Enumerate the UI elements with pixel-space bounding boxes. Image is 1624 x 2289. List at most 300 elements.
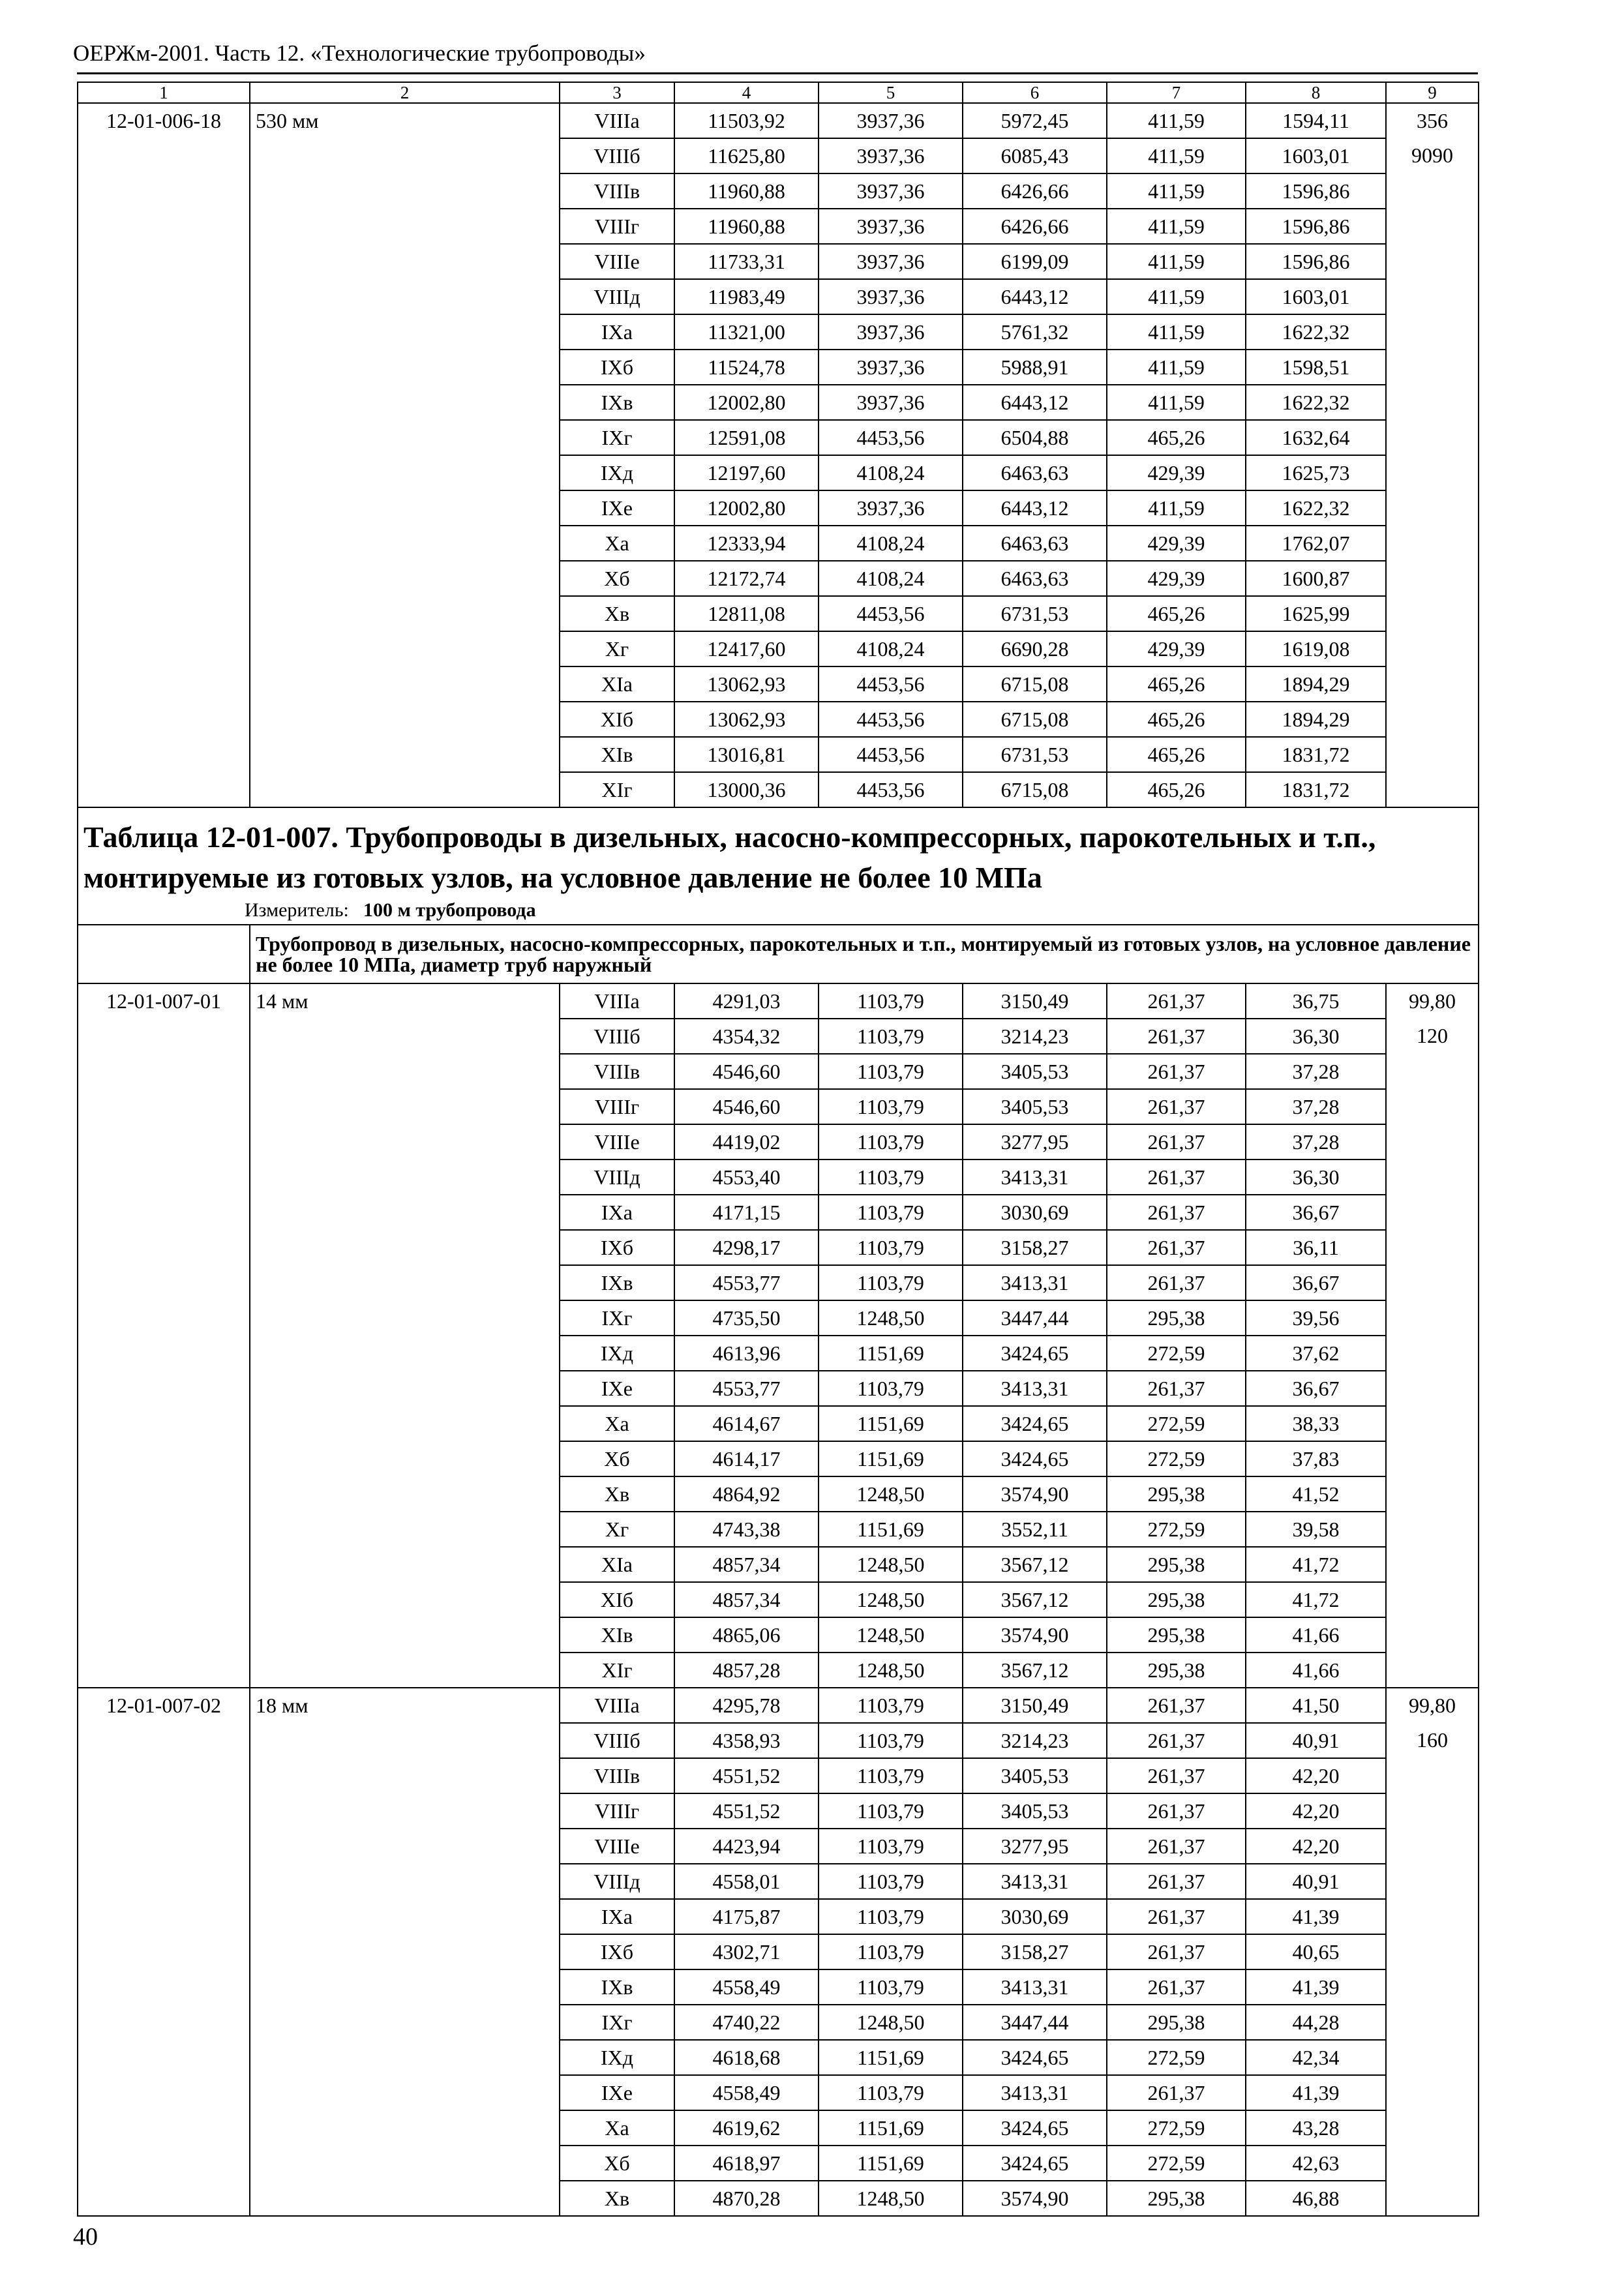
material-cost-cell: 41,39: [1246, 1899, 1386, 1934]
measure-row: [83, 898, 1471, 923]
operator-wage-cell: 429,39: [1107, 455, 1246, 490]
labor-cost-cell: 1248,50: [819, 1582, 963, 1617]
labor-cost-cell: 1151,69: [819, 2040, 963, 2075]
total-cost-cell: 4171,15: [674, 1195, 819, 1230]
labor-cost-cell: 1151,69: [819, 1512, 963, 1547]
machine-cost-cell: 3413,31: [963, 2075, 1107, 2110]
zone-cell: Xа: [560, 1406, 674, 1441]
material-cost-cell: 1600,87: [1246, 561, 1386, 596]
material-cost-cell: 42,34: [1246, 2040, 1386, 2075]
material-cost-cell: 1596,86: [1246, 209, 1386, 244]
labor-cost-value: 99,80: [1409, 1694, 1456, 1717]
machine-cost-cell: 3405,53: [963, 1758, 1107, 1793]
operator-wage-cell: 295,38: [1107, 1617, 1246, 1653]
total-cost-cell: 11524,78: [674, 350, 819, 385]
labor-costs-cell: [1386, 103, 1479, 807]
machine-cost-cell: 3214,23: [963, 1723, 1107, 1758]
zone-cell: VIIIб: [560, 138, 674, 173]
pipe-diameter: 18 мм: [250, 1688, 560, 2216]
material-cost-cell: 37,28: [1246, 1054, 1386, 1089]
labor-cost-cell: 4453,56: [819, 737, 963, 772]
material-cost-cell: 40,65: [1246, 1934, 1386, 1969]
labor-cost-cell: 4108,24: [819, 631, 963, 666]
total-cost-cell: 4857,34: [674, 1547, 819, 1582]
machine-cost-cell: 3413,31: [963, 1371, 1107, 1406]
document-header: ОЕРЖм-2001. Часть 12. «Технологические трубопроводы»: [73, 40, 646, 66]
labor-cost-cell: 3937,36: [819, 103, 963, 138]
material-cost-cell: 36,30: [1246, 1159, 1386, 1195]
machine-cost-cell: 3574,90: [963, 1476, 1107, 1512]
zone-cell: XIг: [560, 1653, 674, 1688]
total-cost-cell: 4614,17: [674, 1441, 819, 1476]
zone-cell: Xб: [560, 1441, 674, 1476]
machine-cost-cell: 6715,08: [963, 666, 1107, 702]
table-heading: [78, 807, 1479, 925]
column-number: 7: [1107, 82, 1246, 103]
machine-cost-cell: 6463,63: [963, 455, 1107, 490]
zone-cell: IXг: [560, 1300, 674, 1336]
material-cost-cell: 37,62: [1246, 1336, 1386, 1371]
zone-cell: VIIIа: [560, 1688, 674, 1723]
rate-code: 12-01-006-18: [78, 103, 250, 807]
labor-cost-cell: 3937,36: [819, 279, 963, 314]
labor-cost-cell: 1103,79: [819, 1054, 963, 1089]
labor-cost-cell: 1248,50: [819, 2181, 963, 2216]
total-cost-cell: 4553,40: [674, 1159, 819, 1195]
material-cost-cell: 41,72: [1246, 1582, 1386, 1617]
total-cost-cell: 4743,38: [674, 1512, 819, 1547]
zone-cell: VIIIг: [560, 209, 674, 244]
operator-wage-cell: 261,37: [1107, 1159, 1246, 1195]
machine-cost-cell: 6731,53: [963, 596, 1107, 631]
machine-cost-cell: 3447,44: [963, 1300, 1107, 1336]
machine-cost-cell: 3158,27: [963, 1934, 1107, 1969]
operator-wage-cell: 272,59: [1107, 1336, 1246, 1371]
material-cost-cell: 36,67: [1246, 1265, 1386, 1300]
total-cost-cell: 4298,17: [674, 1230, 819, 1265]
labor-costs-cell: [1386, 1688, 1479, 2216]
header-rule: [77, 72, 1478, 74]
labor-cost-cell: 1103,79: [819, 1089, 963, 1124]
machine-cost-cell: 3424,65: [963, 1406, 1107, 1441]
zone-cell: VIIIд: [560, 1159, 674, 1195]
material-cost-cell: 37,83: [1246, 1441, 1386, 1476]
labor-cost-cell: 4453,56: [819, 772, 963, 807]
rate-code: 12-01-007-01: [78, 983, 250, 1688]
machine-cost-cell: 6426,66: [963, 209, 1107, 244]
column-number: 4: [674, 82, 819, 103]
material-cost-cell: 42,63: [1246, 2146, 1386, 2181]
description-empty-cell: [78, 925, 250, 983]
total-cost-cell: 4354,32: [674, 1019, 819, 1054]
operator-wage-cell: 261,37: [1107, 1195, 1246, 1230]
labor-cost-cell: 1103,79: [819, 2075, 963, 2110]
total-cost-cell: 4558,01: [674, 1864, 819, 1899]
total-cost-cell: 12811,08: [674, 596, 819, 631]
labor-cost-cell: 1103,79: [819, 1265, 963, 1300]
material-cost-cell: 36,67: [1246, 1195, 1386, 1230]
total-cost-cell: 4558,49: [674, 1969, 819, 2005]
zone-cell: IXе: [560, 2075, 674, 2110]
zone-cell: Xв: [560, 2181, 674, 2216]
operator-wage-cell: 295,38: [1107, 1547, 1246, 1582]
zone-cell: IXа: [560, 314, 674, 350]
total-cost-cell: 4857,34: [674, 1582, 819, 1617]
total-cost-cell: 4613,96: [674, 1336, 819, 1371]
total-cost-cell: 4295,78: [674, 1688, 819, 1723]
total-cost-cell: 4423,94: [674, 1829, 819, 1864]
operator-wage-cell: 411,59: [1107, 490, 1246, 526]
material-cost-cell: 36,30: [1246, 1019, 1386, 1054]
operator-wage-cell: 411,59: [1107, 209, 1246, 244]
zone-cell: XIа: [560, 1547, 674, 1582]
operator-wage-cell: 295,38: [1107, 1300, 1246, 1336]
zone-cell: IXа: [560, 1899, 674, 1934]
zone-cell: XIб: [560, 1582, 674, 1617]
page-number: 40: [73, 2223, 98, 2251]
measure-label: Измеритель:: [245, 899, 349, 921]
machine-cost-cell: 3567,12: [963, 1582, 1107, 1617]
labor-cost-cell: 3937,36: [819, 490, 963, 526]
machine-cost-cell: 3405,53: [963, 1793, 1107, 1829]
zone-cell: VIIIб: [560, 1723, 674, 1758]
total-cost-cell: 4618,68: [674, 2040, 819, 2075]
total-cost-cell: 12333,94: [674, 526, 819, 561]
measure-value: 100 м трубопровода: [363, 899, 536, 921]
zone-cell: IXв: [560, 385, 674, 420]
total-cost-cell: 4302,71: [674, 1934, 819, 1969]
zone-cell: VIIIв: [560, 173, 674, 209]
zone-cell: IXа: [560, 1195, 674, 1230]
zone-cell: IXг: [560, 2005, 674, 2040]
labor-cost-cell: 1103,79: [819, 1019, 963, 1054]
zone-cell: IXд: [560, 455, 674, 490]
machine-cost-cell: 3158,27: [963, 1230, 1107, 1265]
total-cost-cell: 12172,74: [674, 561, 819, 596]
operator-wage-cell: 261,37: [1107, 1934, 1246, 1969]
total-cost-cell: 4551,52: [674, 1758, 819, 1793]
zone-cell: VIIIг: [560, 1089, 674, 1124]
total-cost-cell: 4618,97: [674, 2146, 819, 2181]
operator-wage-cell: 295,38: [1107, 1653, 1246, 1688]
labor-cost-cell: 3937,36: [819, 244, 963, 279]
labor-cost-cell: 1248,50: [819, 1547, 963, 1582]
machine-cost-cell: 3413,31: [963, 1969, 1107, 2005]
machine-cost-cell: 6199,09: [963, 244, 1107, 279]
material-cost-cell: 1632,64: [1246, 420, 1386, 455]
machine-cost-cell: 3424,65: [963, 1336, 1107, 1371]
machine-cost-cell: 3567,12: [963, 1653, 1107, 1688]
total-cost-cell: 4553,77: [674, 1371, 819, 1406]
labor-cost-cell: 1151,69: [819, 2110, 963, 2146]
operator-wage-cell: 295,38: [1107, 1476, 1246, 1512]
labor-cost-cell: 1151,69: [819, 1336, 963, 1371]
material-cost-cell: 36,67: [1246, 1371, 1386, 1406]
material-cost-cell: 37,28: [1246, 1089, 1386, 1124]
machine-cost-cell: 3574,90: [963, 1617, 1107, 1653]
total-cost-cell: 12417,60: [674, 631, 819, 666]
zone-cell: IXб: [560, 1934, 674, 1969]
total-cost-cell: 4419,02: [674, 1124, 819, 1159]
total-cost-cell: 4614,67: [674, 1406, 819, 1441]
material-cost-cell: 42,20: [1246, 1793, 1386, 1829]
operator-wage-cell: 261,37: [1107, 1019, 1246, 1054]
machine-cost-cell: 3405,53: [963, 1089, 1107, 1124]
labor-cost-cell: 1103,79: [819, 1230, 963, 1265]
machine-cost-cell: 6443,12: [963, 490, 1107, 526]
zone-cell: VIIIе: [560, 244, 674, 279]
machine-cost-cell: 3150,49: [963, 983, 1107, 1019]
machine-cost-cell: 6443,12: [963, 385, 1107, 420]
operator-wage-cell: 261,37: [1107, 1124, 1246, 1159]
material-cost-cell: 36,75: [1246, 983, 1386, 1019]
total-cost-cell: 12591,08: [674, 420, 819, 455]
material-cost-cell: 1596,86: [1246, 244, 1386, 279]
machine-cost-cell: 6463,63: [963, 561, 1107, 596]
table-title: Таблица 12-01-007. Трубопроводы в дизельных, насосно-компрессорных, парокотельных и т.п., монтируемые из готовых узлов, на условное давление не более 10 МПа: [83, 820, 1376, 894]
total-cost-cell: 4358,93: [674, 1723, 819, 1758]
operator-wage-cell: 411,59: [1107, 173, 1246, 209]
labor-cost-cell: 4108,24: [819, 561, 963, 596]
zone-cell: XIа: [560, 666, 674, 702]
column-number: 2: [250, 82, 560, 103]
machine-cost-cell: 3214,23: [963, 1019, 1107, 1054]
machine-cost-cell: 5988,91: [963, 350, 1107, 385]
total-cost-cell: 4865,06: [674, 1617, 819, 1653]
labor-cost-cell: 1103,79: [819, 1688, 963, 1723]
total-cost-cell: 12002,80: [674, 490, 819, 526]
labor-cost-cell: 1103,79: [819, 1899, 963, 1934]
machine-cost-cell: 3424,65: [963, 2146, 1107, 2181]
zone-cell: Xа: [560, 526, 674, 561]
rates-table-body: [78, 82, 1479, 2216]
material-cost-cell: 1619,08: [1246, 631, 1386, 666]
machine-cost-cell: 3424,65: [963, 2110, 1107, 2146]
machine-cost-cell: 5761,32: [963, 314, 1107, 350]
operator-wage-cell: 261,37: [1107, 1864, 1246, 1899]
zone-cell: Xг: [560, 1512, 674, 1547]
zone-cell: VIIIа: [560, 103, 674, 138]
zone-cell: VIIIв: [560, 1758, 674, 1793]
material-cost-cell: 1894,29: [1246, 666, 1386, 702]
material-cost-cell: 37,28: [1246, 1124, 1386, 1159]
material-cost-cell: 46,88: [1246, 2181, 1386, 2216]
table-row: [78, 1688, 1479, 1723]
material-cost-cell: 1894,29: [1246, 702, 1386, 737]
pipe-diameter: 14 мм: [250, 983, 560, 1688]
material-cost-cell: 39,56: [1246, 1300, 1386, 1336]
labor-cost-cell: 3937,36: [819, 350, 963, 385]
machine-cost-cell: 3413,31: [963, 1864, 1107, 1899]
material-cost-cell: 43,28: [1246, 2110, 1386, 2146]
zone-cell: Xв: [560, 596, 674, 631]
material-cost-cell: 42,20: [1246, 1758, 1386, 1793]
labor-cost-value: 9090: [1411, 143, 1453, 167]
material-cost-cell: 1625,99: [1246, 596, 1386, 631]
operator-wage-cell: 295,38: [1107, 2005, 1246, 2040]
operator-wage-cell: 261,37: [1107, 1371, 1246, 1406]
zone-cell: VIIIд: [560, 279, 674, 314]
labor-cost-cell: 1103,79: [819, 1829, 963, 1864]
operator-wage-cell: 272,59: [1107, 2146, 1246, 2181]
operator-wage-cell: 429,39: [1107, 631, 1246, 666]
operator-wage-cell: 465,26: [1107, 666, 1246, 702]
labor-costs-cell: [1386, 983, 1479, 1688]
table-row: [78, 103, 1479, 138]
material-cost-cell: 41,50: [1246, 1688, 1386, 1723]
material-cost-cell: 36,11: [1246, 1230, 1386, 1265]
total-cost-cell: 11983,49: [674, 279, 819, 314]
labor-cost-cell: 1151,69: [819, 1406, 963, 1441]
zone-cell: Xг: [560, 631, 674, 666]
total-cost-cell: 13062,93: [674, 666, 819, 702]
total-cost-cell: 4864,92: [674, 1476, 819, 1512]
total-cost-cell: 11960,88: [674, 209, 819, 244]
material-cost-cell: 39,58: [1246, 1512, 1386, 1547]
operator-wage-cell: 465,26: [1107, 596, 1246, 631]
machine-cost-cell: 3574,90: [963, 2181, 1107, 2216]
zone-cell: XIв: [560, 1617, 674, 1653]
operator-wage-cell: 261,37: [1107, 1793, 1246, 1829]
labor-cost-cell: 4108,24: [819, 526, 963, 561]
zone-cell: VIIIг: [560, 1793, 674, 1829]
operator-wage-cell: 411,59: [1107, 244, 1246, 279]
material-cost-cell: 41,39: [1246, 2075, 1386, 2110]
total-cost-cell: 13000,36: [674, 772, 819, 807]
total-cost-cell: 11960,88: [674, 173, 819, 209]
machine-cost-cell: 6731,53: [963, 737, 1107, 772]
pipe-diameter: 530 мм: [250, 103, 560, 807]
column-number: 1: [78, 82, 250, 103]
zone-cell: Xб: [560, 561, 674, 596]
operator-wage-cell: 411,59: [1107, 279, 1246, 314]
operator-wage-cell: 411,59: [1107, 138, 1246, 173]
machine-cost-cell: 3030,69: [963, 1195, 1107, 1230]
description-row: [78, 925, 1479, 983]
total-cost-cell: 11625,80: [674, 138, 819, 173]
operator-wage-cell: 295,38: [1107, 1582, 1246, 1617]
zone-cell: VIIIе: [560, 1124, 674, 1159]
operator-wage-cell: 429,39: [1107, 526, 1246, 561]
operator-wage-cell: 411,59: [1107, 350, 1246, 385]
material-cost-cell: 40,91: [1246, 1723, 1386, 1758]
zone-cell: XIв: [560, 737, 674, 772]
machine-cost-cell: 3424,65: [963, 1441, 1107, 1476]
total-cost-cell: 4546,60: [674, 1054, 819, 1089]
material-cost-cell: 41,66: [1246, 1617, 1386, 1653]
operator-wage-cell: 261,37: [1107, 1758, 1246, 1793]
column-number: 3: [560, 82, 674, 103]
labor-cost-cell: 4453,56: [819, 702, 963, 737]
labor-cost-cell: 1248,50: [819, 1300, 963, 1336]
operator-wage-cell: 261,37: [1107, 2075, 1246, 2110]
total-cost-cell: 4546,60: [674, 1089, 819, 1124]
material-cost-cell: 38,33: [1246, 1406, 1386, 1441]
zone-cell: Xв: [560, 1476, 674, 1512]
operator-wage-cell: 261,37: [1107, 1969, 1246, 2005]
total-cost-cell: 12002,80: [674, 385, 819, 420]
material-cost-cell: 1762,07: [1246, 526, 1386, 561]
labor-cost-cell: 1103,79: [819, 1159, 963, 1195]
operator-wage-cell: 261,37: [1107, 1054, 1246, 1089]
machine-cost-cell: 3277,95: [963, 1829, 1107, 1864]
labor-cost-value: 356: [1417, 109, 1448, 132]
labor-cost-value: 99,80: [1409, 989, 1456, 1013]
operator-wage-cell: 261,37: [1107, 1265, 1246, 1300]
operator-wage-cell: 261,37: [1107, 1230, 1246, 1265]
machine-cost-cell: 5972,45: [963, 103, 1107, 138]
total-cost-cell: 4870,28: [674, 2181, 819, 2216]
zone-cell: IXб: [560, 350, 674, 385]
material-cost-cell: 1598,51: [1246, 350, 1386, 385]
total-cost-cell: 4175,87: [674, 1899, 819, 1934]
labor-cost-cell: 1248,50: [819, 2005, 963, 2040]
material-cost-cell: 40,91: [1246, 1864, 1386, 1899]
labor-cost-cell: 1103,79: [819, 1793, 963, 1829]
total-cost-cell: 4291,03: [674, 983, 819, 1019]
table-row: [78, 983, 1479, 1019]
total-cost-cell: 4558,49: [674, 2075, 819, 2110]
labor-cost-cell: 1103,79: [819, 983, 963, 1019]
machine-cost-cell: 3424,65: [963, 2040, 1107, 2075]
labor-cost-cell: 1151,69: [819, 1441, 963, 1476]
labor-cost-cell: 1103,79: [819, 1124, 963, 1159]
material-cost-cell: 41,72: [1246, 1547, 1386, 1582]
column-number: 8: [1246, 82, 1386, 103]
total-cost-cell: 4551,52: [674, 1793, 819, 1829]
total-cost-cell: 11503,92: [674, 103, 819, 138]
column-number: 6: [963, 82, 1107, 103]
labor-cost-cell: 3937,36: [819, 314, 963, 350]
labor-cost-cell: 4453,56: [819, 420, 963, 455]
material-cost-cell: 1603,01: [1246, 138, 1386, 173]
table-description: Трубопровод в дизельных, насосно-компрессорных, парокотельных и т.п., монтируемый из готовых узлов, на условное давление не более 10 МПа, диаметр труб наружный: [250, 925, 1479, 983]
labor-cost-cell: 4453,56: [819, 666, 963, 702]
material-cost-cell: 1603,01: [1246, 279, 1386, 314]
total-cost-cell: 4553,77: [674, 1265, 819, 1300]
zone-cell: IXб: [560, 1230, 674, 1265]
operator-wage-cell: 429,39: [1107, 561, 1246, 596]
machine-cost-cell: 6715,08: [963, 772, 1107, 807]
table-heading-row: [78, 807, 1479, 925]
machine-cost-cell: 3413,31: [963, 1159, 1107, 1195]
zone-cell: IXв: [560, 1969, 674, 2005]
total-cost-cell: 4857,28: [674, 1653, 819, 1688]
material-cost-cell: 41,39: [1246, 1969, 1386, 2005]
operator-wage-cell: 272,59: [1107, 2040, 1246, 2075]
machine-cost-cell: 3405,53: [963, 1054, 1107, 1089]
labor-cost-cell: 3937,36: [819, 385, 963, 420]
operator-wage-cell: 261,37: [1107, 983, 1246, 1019]
total-cost-cell: 11733,31: [674, 244, 819, 279]
operator-wage-cell: 272,59: [1107, 2110, 1246, 2146]
column-number: 9: [1386, 82, 1479, 103]
operator-wage-cell: 272,59: [1107, 1512, 1246, 1547]
zone-cell: IXг: [560, 420, 674, 455]
machine-cost-cell: 3447,44: [963, 2005, 1107, 2040]
machine-cost-cell: 3150,49: [963, 1688, 1107, 1723]
total-cost-cell: 13062,93: [674, 702, 819, 737]
labor-cost-cell: 1103,79: [819, 1758, 963, 1793]
zone-cell: IXд: [560, 1336, 674, 1371]
machine-cost-cell: 3030,69: [963, 1899, 1107, 1934]
zone-cell: Xа: [560, 2110, 674, 2146]
labor-cost-cell: 1103,79: [819, 1934, 963, 1969]
material-cost-cell: 1622,32: [1246, 385, 1386, 420]
material-cost-cell: 41,52: [1246, 1476, 1386, 1512]
machine-cost-cell: 3413,31: [963, 1265, 1107, 1300]
zone-cell: IXд: [560, 2040, 674, 2075]
